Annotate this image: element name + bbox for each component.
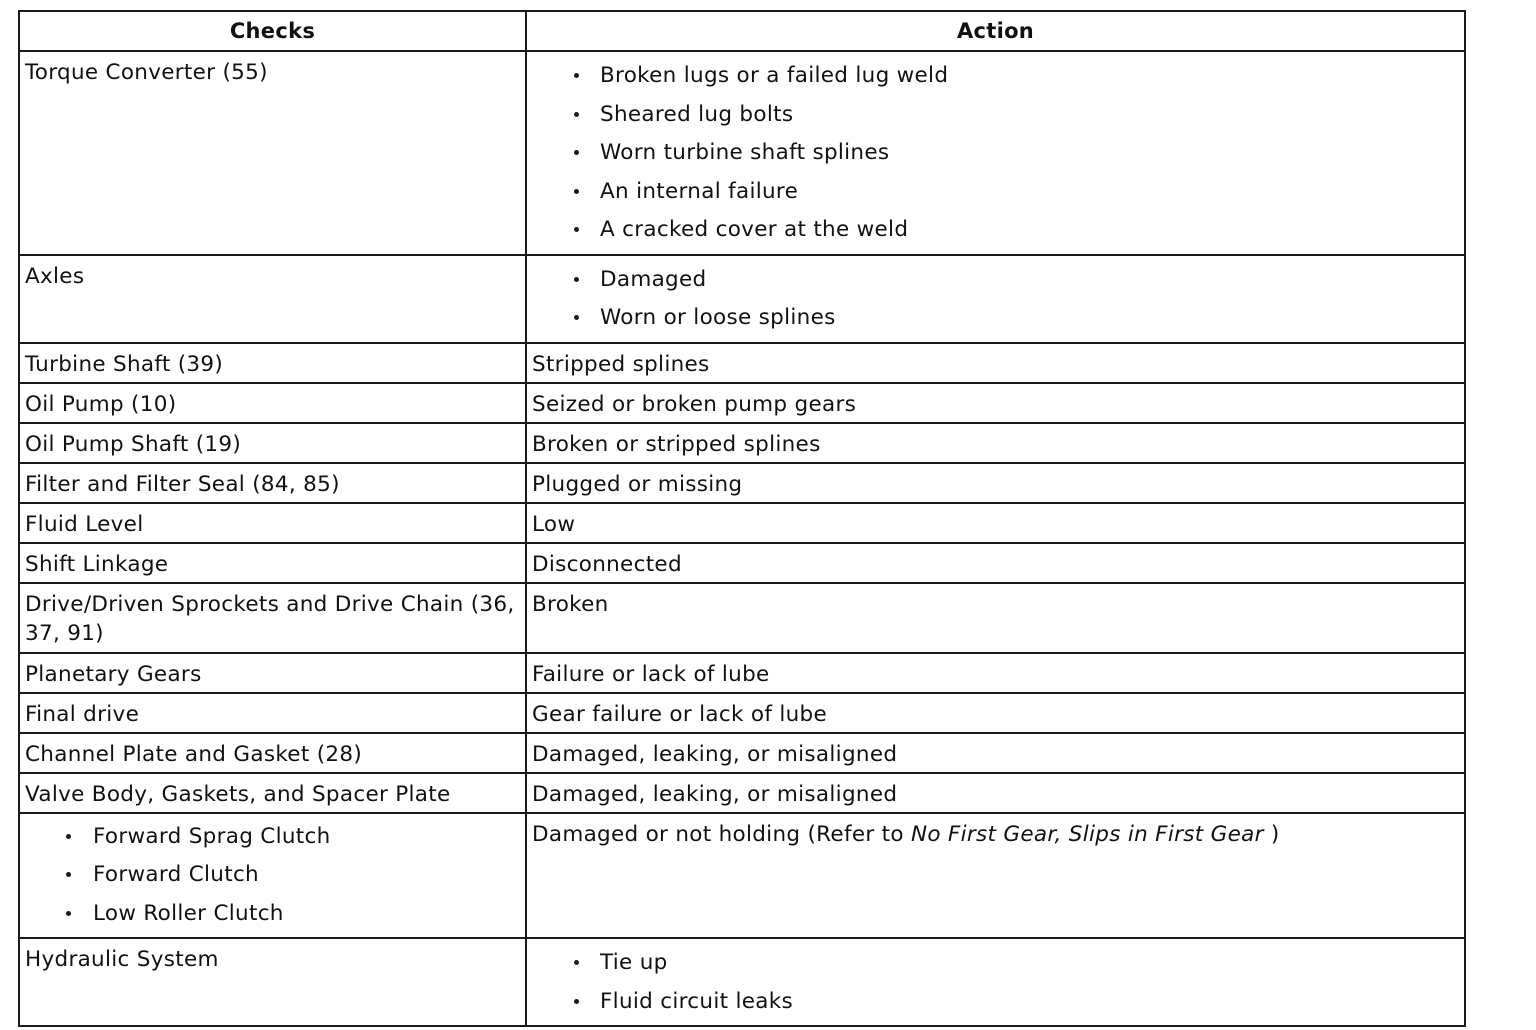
action-text: Damaged, leaking, or misaligned	[532, 741, 898, 767]
check-cell	[19, 543, 526, 583]
action-bullet-list	[527, 256, 1464, 342]
checks-action-table	[18, 10, 1466, 1027]
table-header-row	[19, 11, 1465, 51]
check-cell	[19, 463, 526, 503]
action-reference: No First Gear, Slips in First Gear	[910, 821, 1264, 847]
check-text: Axles	[25, 263, 85, 289]
action-text: Damaged, leaking, or misaligned	[532, 781, 898, 807]
action-cell	[526, 51, 1465, 255]
bullet-icon	[574, 112, 579, 117]
check-item-text: Forward Sprag Clutch	[93, 823, 331, 849]
table-row	[19, 733, 1465, 773]
check-text: Valve Body, Gaskets, and Spacer Plate	[25, 781, 451, 807]
check-text: Torque Converter (55)	[25, 60, 268, 85]
action-item-text: A cracked cover at the weld	[600, 217, 909, 242]
action-cell	[526, 343, 1465, 383]
check-cell	[19, 255, 526, 343]
table-row	[19, 938, 1465, 1026]
action-item-text: Broken lugs or a failed lug weld	[600, 63, 949, 88]
action-cell	[526, 938, 1465, 1026]
check-text: Drive/Driven Sprockets and Drive Chain (36, 37, 91)	[25, 591, 515, 646]
list-item	[527, 96, 1464, 135]
action-cell	[526, 383, 1465, 423]
action-cell	[526, 503, 1465, 543]
table-row	[19, 543, 1465, 583]
list-item	[527, 211, 1464, 250]
action-text: Disconnected	[532, 551, 682, 577]
check-item-text: Low Roller Clutch	[93, 900, 284, 926]
table-row	[19, 773, 1465, 813]
table-row	[19, 423, 1465, 463]
action-cell	[526, 423, 1465, 463]
check-cell	[19, 733, 526, 773]
action-item-text: Worn or loose splines	[600, 305, 836, 330]
action-item-text: Fluid circuit leaks	[600, 988, 793, 1014]
action-text: Broken or stripped splines	[532, 431, 821, 457]
action-text: Seized or broken pump gears	[532, 391, 857, 417]
bullet-icon	[66, 911, 71, 916]
table-row	[19, 255, 1465, 343]
action-text: Failure or lack of lube	[532, 661, 770, 687]
action-item-text: Worn turbine shaft splines	[600, 140, 890, 165]
check-cell	[19, 653, 526, 693]
bullet-icon	[574, 189, 579, 194]
check-text: Filter and Filter Seal (84, 85)	[25, 471, 340, 497]
action-cell	[526, 693, 1465, 733]
action-cell	[526, 255, 1465, 343]
action-text: Broken	[532, 591, 609, 617]
action-bullet-list	[527, 939, 1464, 1025]
check-cell	[19, 938, 526, 1026]
action-text-suffix: )	[1263, 821, 1280, 847]
list-item	[527, 299, 1464, 338]
list-item	[527, 261, 1464, 300]
action-text: Stripped splines	[532, 351, 710, 377]
bullet-icon	[66, 872, 71, 877]
check-text: Turbine Shaft (39)	[25, 351, 224, 377]
list-item	[527, 983, 1464, 1022]
action-cell	[526, 813, 1465, 939]
list-item	[527, 944, 1464, 983]
action-item-text: An internal failure	[600, 178, 799, 204]
action-cell	[526, 583, 1465, 653]
check-text: Oil Pump Shaft (19)	[25, 431, 242, 457]
list-item	[20, 818, 525, 857]
check-cell	[19, 343, 526, 383]
check-text: Hydraulic System	[25, 947, 219, 972]
table-row	[19, 383, 1465, 423]
list-item	[20, 895, 525, 934]
check-text: Channel Plate and Gasket (28)	[25, 741, 363, 767]
table-row	[19, 583, 1465, 653]
action-cell	[526, 773, 1465, 813]
action-item-text: Damaged	[600, 266, 707, 292]
check-cell	[19, 773, 526, 813]
action-item-text: Tie up	[600, 950, 668, 975]
action-text: Low	[532, 511, 576, 537]
column-header-action: Action	[526, 11, 1465, 51]
action-bullet-list	[527, 52, 1464, 254]
list-item	[20, 856, 525, 895]
check-text: Oil Pump (10)	[25, 391, 177, 417]
list-item	[527, 57, 1464, 96]
bullet-icon	[66, 834, 71, 839]
table-row	[19, 51, 1465, 255]
check-cell	[19, 51, 526, 255]
action-cell	[526, 733, 1465, 773]
bullet-icon	[574, 960, 579, 965]
column-header-checks: Checks	[19, 11, 526, 51]
check-text: Shift Linkage	[25, 551, 169, 577]
action-text	[527, 814, 1464, 849]
check-text: Final drive	[25, 701, 140, 727]
table-row	[19, 463, 1465, 503]
action-cell	[526, 463, 1465, 503]
bullet-icon	[574, 277, 579, 282]
action-text: Plugged or missing	[532, 471, 743, 497]
table-row	[19, 693, 1465, 733]
bullet-icon	[574, 73, 579, 78]
check-text: Fluid Level	[25, 511, 144, 537]
check-cell	[19, 583, 526, 653]
action-text: Gear failure or lack of lube	[532, 701, 827, 727]
check-cell	[19, 813, 526, 939]
check-text: Planetary Gears	[25, 661, 202, 687]
check-cell	[19, 503, 526, 543]
check-cell	[19, 423, 526, 463]
action-item-text: Sheared lug bolts	[600, 101, 794, 127]
bullet-icon	[574, 315, 579, 320]
action-text-prefix: Damaged or not holding (Refer to	[532, 821, 911, 847]
action-cell	[526, 653, 1465, 693]
action-cell	[526, 543, 1465, 583]
table-row	[19, 653, 1465, 693]
check-cell	[19, 693, 526, 733]
bullet-icon	[574, 999, 579, 1004]
check-cell	[19, 383, 526, 423]
check-bullet-list	[20, 814, 525, 938]
table-row	[19, 343, 1465, 383]
bullet-icon	[574, 227, 579, 232]
table-row	[19, 813, 1465, 939]
check-item-text: Forward Clutch	[93, 862, 259, 887]
table-row	[19, 503, 1465, 543]
list-item	[527, 134, 1464, 173]
list-item	[527, 173, 1464, 212]
bullet-icon	[574, 150, 579, 155]
